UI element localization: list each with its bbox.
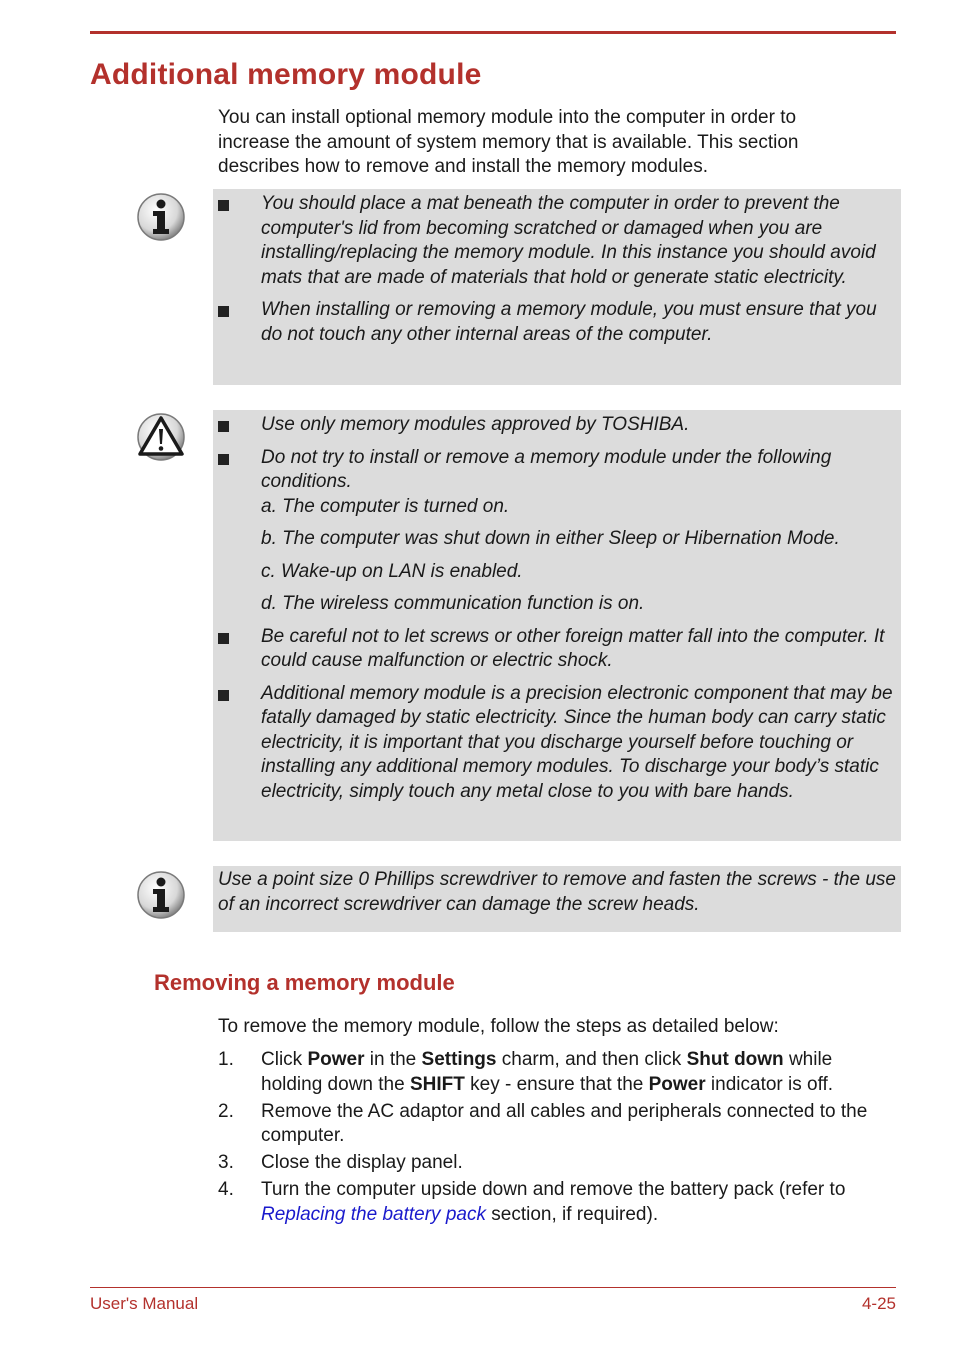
step-item: 4. Turn the computer upside down and remove the battery pack (refer to Replacing the battery pack section, if required).	[218, 1179, 846, 1225]
condition-item: c. Wake-up on LAN is enabled.	[261, 560, 523, 582]
bullet-square-icon	[218, 200, 229, 211]
page-title: Additional memory module	[90, 58, 482, 91]
footer-rule	[90, 1287, 896, 1288]
bullet-square-icon	[218, 690, 229, 701]
warning-note	[213, 410, 901, 841]
condition-item: d. The wireless communication function is on.	[261, 593, 645, 614]
steps-intro: To remove the memory module, follow the steps as detailed below:	[218, 1016, 779, 1037]
condition-item: b. The computer was shut down in either Sleep or Hibernation Mode.	[261, 528, 840, 549]
note-bullet-item: You should place a mat beneath the computer in order to prevent the computer's lid from becoming scratched or damaged when you are installing/replacing the memory module. In this instance you should avoid mats that are made of materials that hold or generate static electricity.	[213, 192, 901, 290]
warning-icon	[136, 412, 186, 462]
note-bullet-item: When installing or removing a memory module, you must ensure that you do not touch any other internal areas of the computer.	[213, 298, 901, 347]
battery-pack-link[interactable]: Replacing the battery pack	[261, 1203, 486, 1225]
info-note	[213, 189, 901, 385]
section-title: Removing a memory module	[154, 970, 455, 995]
note-bullet-item: Do not try to install or remove a memory module under the following conditions. a. The computer is turned on. b. The computer was shut down in either Sleep or Hibernation Mode. c. Wake-up on LAN is enabled. d. The wireless communication function is on.	[213, 446, 901, 617]
step-item: 2. Remove the AC adaptor and all cables and peripherals connected to the computer.	[218, 1100, 868, 1146]
tool-note	[213, 866, 901, 932]
condition-item: a. The computer is turned on.	[261, 495, 510, 517]
step-item: 3. Close the display panel.	[218, 1152, 463, 1173]
header-rule	[90, 31, 896, 34]
steps-list	[218, 1048, 898, 1230]
step-item: 1. Click Power in the Settings charm, and then click Shut down while holding down the SHIFT key - ensure that the Power indicator is off.	[218, 1049, 834, 1095]
footer-manual-label: User's Manual	[90, 1294, 199, 1313]
tool-note-text: Use a point size 0 Phillips screwdriver to remove and fasten the screws - the use of an incorrect screwdriver can damage the screw heads.	[218, 869, 896, 915]
intro-paragraph: You can install optional memory module into the computer in order to increase the amount of system memory that is available. This section describes how to remove and install the memory modules.	[218, 107, 799, 177]
note-bullet-item: Be careful not to let screws or other foreign matter fall into the computer. It could cause malfunction or electric shock.	[213, 625, 901, 674]
page-number: 4-25	[861, 1294, 896, 1313]
bullet-square-icon	[218, 306, 229, 317]
note-bullet-item: Use only memory modules approved by TOSHIBA.	[213, 413, 901, 438]
info-icon	[136, 192, 186, 242]
bullet-square-icon	[218, 421, 229, 432]
bullet-square-icon	[218, 633, 229, 644]
bullet-square-icon	[218, 454, 229, 465]
note-bullet-item: Additional memory module is a precision electronic component that may be fatally damaged by static electricity. Since the human body can carry static electricity, it is important that you discharge yourself before touching or installing any additional memory modules. To discharge your body’s static electricity, simply touch any metal close to you with bare hands.	[213, 682, 901, 805]
info-icon	[136, 870, 186, 920]
